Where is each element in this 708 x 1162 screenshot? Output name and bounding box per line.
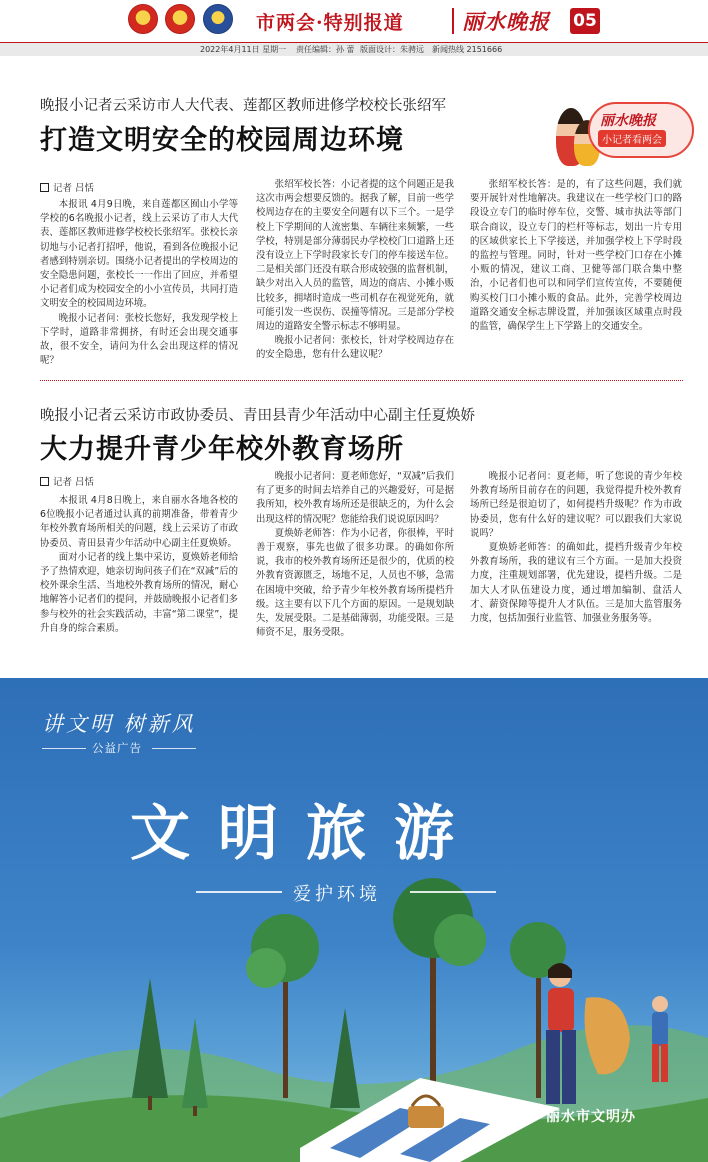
paragraph: 夏焕娇老师答：的确如此，提档升级青少年校外教育场所，我的建议有三个方面。一是加大投资力度，注重规划部署，优先建设，提档升级。二是加大人才队伍建设力度，通过增加编制、盘活人才、薪资保障等提升人才队伍。三是加大监管服务力度，包括加强行业监管、加强业务服务等。	[470, 542, 682, 625]
round-tree-icon	[434, 914, 486, 966]
paragraph: 晚报小记者问：张校长，针对学校周边存在的安全隐患，您有什么建议呢？	[256, 335, 454, 361]
public-service-ad	[0, 678, 708, 1162]
article-divider	[40, 380, 683, 381]
woman-shirt	[548, 988, 574, 1032]
paragraph: 晚报小记者问：张校长您好，我发现学校上下学时，道路非常拥挤，有时还会出现交通事故，很不安全，请问为什么会出现这样的情况呢？	[40, 312, 238, 367]
masthead-divider	[452, 8, 454, 34]
news-hotline: 新闻热线 2151666	[432, 45, 503, 54]
ad-subtitle: 爱护环境	[293, 884, 381, 905]
ad-label: 公益广告	[92, 741, 142, 755]
article2-kicker: 晚报小记者云采访市政协委员、青田县青少年活动中心副主任夏焕娇	[40, 408, 475, 424]
round-tree-icon	[246, 948, 286, 988]
ad-slogan: 讲文明 树新风	[42, 712, 196, 736]
label-rule	[42, 748, 86, 749]
paragraph: 本报讯 4月9日晚，来自莲都区囿山小学等学校的6名晚报小记者，线上云采访了市人大代表、莲都区教师进修学校校长张绍军。张校长亲切地与小记者打招呼，他说，看到各位晚报小记者感到特别亲切。围绕小记者提出的学校周边的安全隐患问题，张校长一一作出了回应，并希望小记者们成为校园安全的小小宣传员，共同打造文明安全的校园周边环境。	[40, 199, 238, 310]
section-title: 市两会·特别报道	[256, 12, 404, 34]
subtitle-rule	[196, 891, 282, 893]
article2-byline-text: 记者 吕恬	[53, 477, 95, 488]
cppcc-emblem-icon	[165, 4, 195, 34]
paragraph: 面对小记者的线上集中采访，夏焕娇老师给予了热情欢迎，她亲切询问孩子们在“双减”后的校外课余生活、当地校外教育场所的情况，耐心地解答小记者们的提问，并鼓励晚报小记者们多参与校外的社会实践活动，丰富“第二课堂”，提升自身的综合素质。	[40, 551, 238, 634]
badge-label: 小记者看两会	[598, 130, 666, 147]
article2-column-1	[40, 494, 238, 670]
tree-trunk	[283, 978, 288, 1098]
child-shirt	[652, 1012, 668, 1046]
article2-column-2	[256, 470, 454, 670]
article1-kicker: 晚报小记者云采访市人大代表、莲都区教师进修学校校长张绍军	[40, 98, 446, 114]
editor-credit: 责任编辑：孙 蕾	[296, 45, 355, 54]
byline-box-icon	[40, 183, 49, 192]
issue-info-bar	[0, 42, 708, 56]
ad-sponsor: 丽水市文明办	[546, 1109, 636, 1125]
page-number: 05	[570, 8, 600, 34]
article1-column-2	[256, 178, 454, 370]
paragraph: 张绍军校长答：是的，有了这些问题，我们就要开展针对性地解决。我建议在一些学校门口的路段设立专门的临时停车位，交警、城市执法等部门联合商议，设立专门的栏杆等标志，划出一片专用的区域供家长上下学接送，并加强学校上下学时段的监控与管理。同时，针对一些学校门口存在小摊小贩的情况，建议工商、卫健等部门联合集中整治，小记者们也可以和同学们宣传宣传，不要随便购买校门口小摊小贩的食品。此外，完善学校周边道路交通安全标志牌设置，并加强该区域重点时段的监管，确保学生上下学路上的交通安全。	[470, 179, 682, 333]
newspaper-logo: 丽水晚报	[462, 9, 550, 34]
paragraph: 夏焕娇老师答：作为小记者，你很棒，平时善于观察，事先也做了很多功课。的确如你所说，我市的校外教育场所还是很少的，优质的校外教育资源匮乏，场地不足，人员也不够，急需在困境中突破，给予青少年校外教育场所提档升级。这主要有以下几个方面的原因。一是规划缺失，发展受限。二是基础薄弱，功能受限。三是师资不足，服务受限。	[256, 527, 454, 639]
ad-title: 文明旅游	[130, 799, 482, 869]
child-leg	[652, 1044, 659, 1082]
badge-brand: 丽水晚报	[600, 113, 656, 129]
masthead	[0, 0, 708, 42]
paragraph: 张绍军校长答：小记者提的这个问题正是我这次市两会想要反馈的。据我了解，目前一些学校周边存在的主要安全问题有以下三个。一是学校上下学期间的人流密集、车辆往来频繁，一些学校，特别是部分薄弱民办学校校门口道路上还没有设立上下学时段家长专门的停车接送车位。二是相关部门还没有联合形成较强的监督机制，缺少对出入人员的监管，周边的商店、小摊小贩比较多，拥堵时造成一些司机存在视觉死角，就可能引发一些误伤、误撞等情况。三是部分学校周边的道路安全警示标志不够明显。	[256, 179, 454, 333]
woman-leg	[546, 1030, 560, 1104]
paragraph: 本报讯 4月8日晚上，来自丽水各地各校的6位晚报小记者通过认真的前期准备，带着青少年校外教育场所相关的问题，线上云采访了市政协委员、青田县青少年活动中心副主任夏焕娇。	[40, 495, 238, 549]
article2-column-3	[470, 470, 682, 670]
paragraph: 晚报小记者问：夏老师您好，“双减”后我们有了更多的时间去培养自己的兴趣爱好，可是据我所知，校外教育场所还是很缺乏的，为什么会出现这样的情况呢？您能给我们说说原因吗？	[256, 471, 454, 525]
article1-column-3	[470, 178, 682, 370]
picnic-basket-icon	[408, 1106, 444, 1128]
issue-date: 2022年4月11日 星期一	[200, 45, 287, 54]
article1-byline	[40, 180, 94, 194]
congress-emblem-icon	[203, 4, 233, 34]
tree-trunk	[536, 978, 541, 1098]
subtitle-rule	[410, 891, 496, 893]
reporter-badge	[548, 98, 698, 170]
label-rule	[152, 748, 196, 749]
tree-trunk	[193, 1106, 197, 1116]
pine-tree-icon	[132, 978, 168, 1098]
child-leg	[661, 1044, 668, 1082]
national-emblem-icon	[128, 4, 158, 34]
designer-credit: 版面设计：朱骋远	[360, 45, 424, 54]
article1-byline-text: 记者 吕恬	[53, 183, 95, 194]
article2-headline: 大力提升青少年校外教育场所	[40, 434, 404, 465]
tree-trunk	[148, 1096, 152, 1110]
woman-leg	[562, 1030, 576, 1104]
paragraph: 晚报小记者问：夏老师，听了您说的青少年校外教育场所目前存在的问题，我觉得提升校外教育场所已经是很迫切了，如何提档升级呢？作为市政协委员，您有什么好的建议呢？可以跟我们大家说说吗？	[470, 471, 682, 539]
article1-headline: 打造文明安全的校园周边环境	[40, 125, 404, 156]
child-head	[652, 996, 668, 1012]
article1-column-1	[40, 198, 238, 370]
byline-box-icon	[40, 477, 49, 486]
pine-tree-icon	[330, 1008, 360, 1108]
article2-byline	[40, 474, 94, 488]
